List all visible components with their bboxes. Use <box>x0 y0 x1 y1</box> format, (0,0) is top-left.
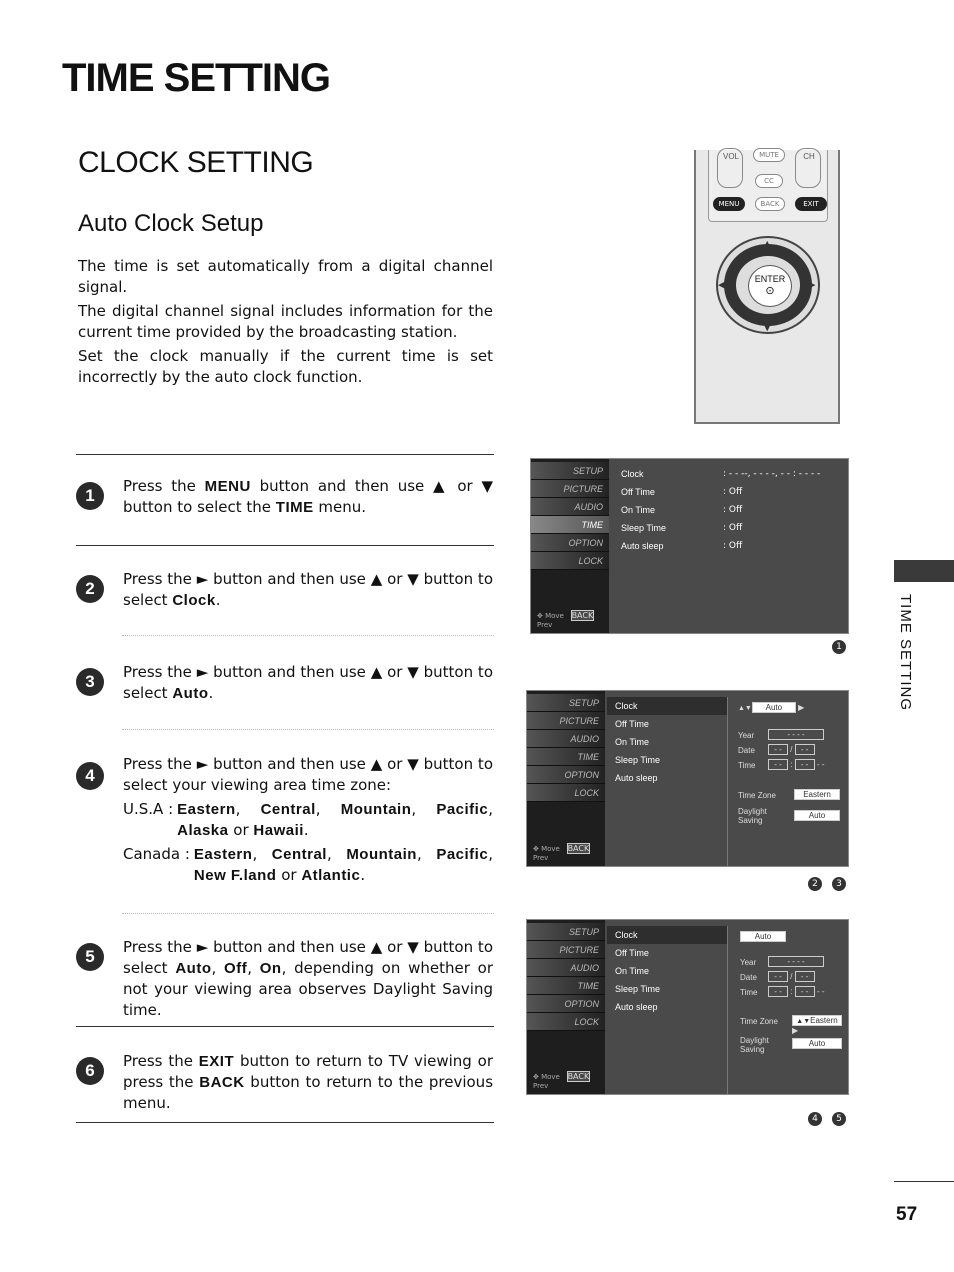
canada-zones: Canada : Eastern, Central, Mountain, Pacific, New F.land or Atlantic. <box>123 845 493 884</box>
step-text: Press the ► button and then use ▲ or ▼ button to select Auto. <box>123 663 493 702</box>
cc-button: CC <box>755 174 783 188</box>
osd-date-label: Date <box>740 973 757 982</box>
osd-year-label: Year <box>738 731 755 740</box>
osd-auto-field: Auto <box>740 931 786 942</box>
osd-item-clock: Clock <box>607 926 727 944</box>
ch-label: CH <box>803 152 815 161</box>
step-number: 1 <box>76 482 104 510</box>
osd-time-zone-label: Time Zone <box>740 1017 778 1026</box>
divider <box>76 1122 494 1123</box>
intro-text <box>78 256 493 391</box>
osd-menu-lock: LOCK <box>531 552 609 570</box>
left-arrow-icon: ◀ <box>718 278 727 291</box>
step-badge: 3 <box>832 877 846 891</box>
osd-item-off-time: Off Time <box>615 948 649 958</box>
osd-menu-lock: LOCK <box>527 784 605 802</box>
osd-value-sleep-time: : Off <box>723 523 743 533</box>
side-tab-label: TIME SETTING <box>897 594 914 711</box>
step-text: Press the ► button and then use ▲ or ▼ button to select Clock. <box>123 570 493 609</box>
osd-time-zone-selector: ▲▼Eastern ▶ <box>792 1015 849 1035</box>
osd-date-label: Date <box>738 746 755 755</box>
osd-clock-panel <box>727 697 849 866</box>
osd-item-sleep-time: Sleep Time <box>615 984 661 994</box>
page-number: 57 <box>896 1204 918 1225</box>
osd-value-on-time: : Off <box>723 505 743 515</box>
osd-value-auto-sleep: : Off <box>723 541 743 551</box>
osd-menu-time: TIME <box>527 977 605 995</box>
menu-button: MENU <box>713 197 745 211</box>
osd-sidebar <box>527 691 605 866</box>
osd-menu-picture: PICTURE <box>527 941 605 959</box>
osd-time-label: Time <box>740 988 758 997</box>
step-badge: 4 <box>808 1112 822 1126</box>
osd-screen-2 <box>526 690 849 867</box>
osd-footer: ✥ Move BACK Prev <box>533 844 590 862</box>
step-text: Press the ► button and then use ▲ or ▼ button to select your viewing area time zone: U.S.A : Eastern, Central, Mountain, Pacific, Alaska or Hawaii. Canada : Eastern, Central, Mountain, Pacific, New F.land or Atlantic. <box>123 755 493 884</box>
osd-time-field: - - : - - - - <box>768 759 825 770</box>
osd-value-off-time: : Off <box>723 487 743 497</box>
osd-item-on-time: On Time <box>615 737 650 747</box>
osd-daylight-label: Daylight Saving <box>740 1036 769 1054</box>
subsection-title: Auto Clock Setup <box>78 210 264 237</box>
osd-menu-picture: PICTURE <box>531 480 609 498</box>
osd-item-sleep-time: Sleep Time <box>615 755 661 765</box>
enter-button <box>748 265 792 307</box>
osd-screen-1 <box>530 458 849 634</box>
step-number: 4 <box>76 762 104 790</box>
down-arrow-icon: ▼ <box>763 320 772 333</box>
osd-menu-setup: SETUP <box>527 923 605 941</box>
up-arrow-icon: ▲ <box>763 238 772 251</box>
intro-paragraph: The digital channel signal includes information for the current time provided by the broadcasting station. <box>78 302 493 341</box>
divider <box>76 545 494 546</box>
osd-screen-3 <box>526 919 849 1095</box>
usa-zones: U.S.A : Eastern, Central, Mountain, Pacific, Alaska or Hawaii. <box>123 800 493 839</box>
osd-menu-audio: AUDIO <box>531 498 609 516</box>
right-arrow-icon: ▶ <box>807 278 816 291</box>
dotted-divider <box>122 913 494 914</box>
osd-time-menu <box>607 926 727 1016</box>
page-number-rule <box>894 1181 954 1182</box>
osd-menu-audio: AUDIO <box>527 730 605 748</box>
divider <box>76 1026 494 1027</box>
osd-time-field: - - : - - - - <box>768 986 825 997</box>
osd-menu-setup: SETUP <box>527 694 605 712</box>
osd-footer: ✥ Move BACK Prev <box>533 1072 590 1090</box>
step-number: 3 <box>76 668 104 696</box>
enter-dot-icon: ⊙ <box>765 285 775 297</box>
step-badge: 1 <box>832 640 846 654</box>
osd-item-off-time: Off Time <box>615 719 649 729</box>
osd-year-label: Year <box>740 958 757 967</box>
step-badge: 2 <box>808 877 822 891</box>
section-title: CLOCK SETTING <box>78 146 314 179</box>
osd-sidebar <box>531 459 609 633</box>
osd-item-on-time: On Time <box>621 505 656 515</box>
divider <box>76 454 494 455</box>
remote-control-illustration <box>694 150 840 424</box>
osd-year-field: - - - - <box>768 729 824 740</box>
intro-paragraph: The time is set automatically from a digital channel signal. <box>78 257 493 296</box>
exit-button: EXIT <box>795 197 827 211</box>
osd-item-clock: Clock <box>607 697 727 715</box>
remote-top-panel <box>708 150 828 222</box>
osd-year-field: - - - - <box>768 956 824 967</box>
osd-time-label: Time <box>738 761 756 770</box>
osd-menu-time: TIME <box>531 516 609 534</box>
osd-date-field: - - / - - <box>768 744 815 755</box>
osd-footer: ✥ Move BACK Prev <box>537 611 594 629</box>
intro-paragraph: Set the clock manually if the current time is set incorrectly by the auto clock function. <box>78 347 493 386</box>
osd-daylight-field: Auto <box>792 1038 842 1049</box>
osd-menu-picture: PICTURE <box>527 712 605 730</box>
osd-date-field: - - / - - <box>768 971 815 982</box>
osd-menu-option: OPTION <box>527 766 605 784</box>
osd-time-values <box>723 465 847 555</box>
vol-label: VOL <box>722 152 739 161</box>
osd-item-sleep-time: Sleep Time <box>621 523 667 533</box>
osd-clock-panel <box>727 926 849 1094</box>
step-text: Press the EXIT button to return to TV viewing or press the BACK button to return to the previous menu. <box>123 1052 494 1112</box>
osd-item-auto-sleep: Auto sleep <box>615 1002 658 1012</box>
osd-menu-time: TIME <box>527 748 605 766</box>
osd-menu-audio: AUDIO <box>527 959 605 977</box>
side-tab-marker <box>894 560 954 582</box>
page-title: TIME SETTING <box>62 56 330 100</box>
step-badge: 5 <box>832 1112 846 1126</box>
navigation-pad <box>716 236 820 334</box>
osd-time-zone-field: Eastern <box>794 789 840 800</box>
step-number: 5 <box>76 943 104 971</box>
osd-sidebar <box>527 920 605 1094</box>
step-number: 2 <box>76 575 104 603</box>
osd-item-auto-sleep: Auto sleep <box>615 773 658 783</box>
osd-time-menu <box>607 697 727 787</box>
osd-menu-setup: SETUP <box>531 462 609 480</box>
osd-time-zone-label: Time Zone <box>738 791 776 800</box>
osd-item-off-time: Off Time <box>621 487 655 497</box>
osd-daylight-label: Daylight Saving <box>738 807 767 825</box>
osd-menu-option: OPTION <box>531 534 609 552</box>
enter-label: ENTER <box>754 274 786 284</box>
osd-daylight-field: Auto <box>794 810 840 821</box>
step-text: Press the ► button and then use ▲ or ▼ button to select Auto, Off, On, depending on whether or not your viewing area observes Daylight Saving time. <box>123 938 493 1019</box>
osd-item-on-time: On Time <box>615 966 650 976</box>
osd-time-menu <box>613 465 723 555</box>
dotted-divider <box>122 635 494 636</box>
osd-menu-lock: LOCK <box>527 1013 605 1031</box>
back-button: BACK <box>755 197 785 211</box>
mute-button: MUTE <box>753 148 785 162</box>
step-number: 6 <box>76 1057 104 1085</box>
step-text: Press the MENU button and then use ▲ or ▼ button to select the TIME menu. <box>123 477 493 516</box>
osd-auto-selector: ▲▼ Auto ▶ <box>738 703 805 712</box>
dotted-divider <box>122 729 494 730</box>
osd-menu-option: OPTION <box>527 995 605 1013</box>
osd-item-auto-sleep: Auto sleep <box>621 541 664 551</box>
osd-value-clock: : - - --, - - - -, - - : - - - - <box>723 469 821 479</box>
osd-item-clock: Clock <box>621 469 644 479</box>
